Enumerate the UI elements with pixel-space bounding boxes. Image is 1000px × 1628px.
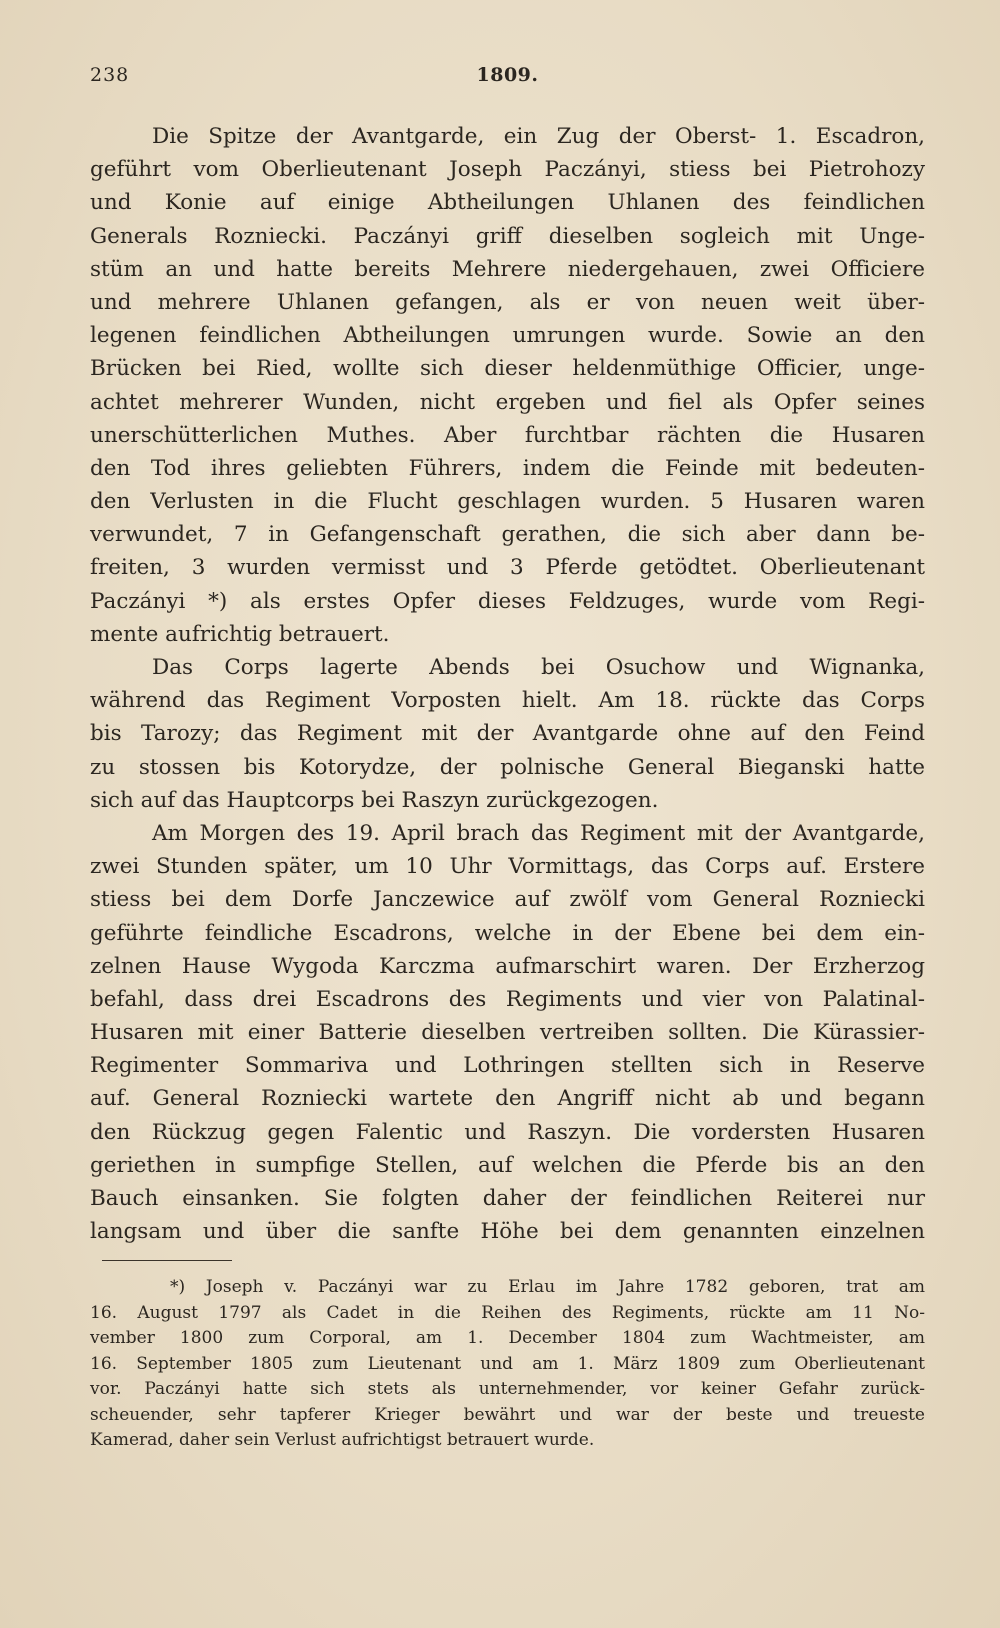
text-line: Das Corps lagerte Abends bei Osuchow und Wignanka, [152,655,925,680]
text-line: und mehrere Uhlanen gefangen, als er von neuen weit über- [90,289,925,315]
footnote-line: vember 1800 zum Corporal, am 1. December 1804 zum Wachtmeister, am [90,1328,925,1348]
text-line: geführte feindliche Escadrons, welche in der Ebene bei dem ein- [90,920,925,946]
text-line: auf. General Rozniecki wartete den Angriff nicht ab und begann [90,1086,925,1112]
footnote [90,1275,925,1454]
text-line: während das Regiment Vorposten hielt. Am 18. rückte das Corps [90,688,925,714]
text-line: legenen feindlichen Abtheilungen umrungen wurde. Sowie an den [90,323,925,349]
page-number: 238 [90,64,130,86]
text-line: befahl, dass drei Escadrons des Regiments und vier von Palatinal- [90,986,925,1012]
text-line: zu stossen bis Kotorydze, der polnische General Bieganski hatte [90,754,925,780]
text-line: langsam und über die sanfte Höhe bei dem genannten einzelnen [90,1219,925,1245]
text-line: stiess bei dem Dorfe Janczewice auf zwölf vom General Rozniecki [90,887,925,913]
text-line: bis Tarozy; das Regiment mit der Avantgarde ohne auf den Feind [90,721,925,747]
text-line: Die Spitze der Avantgarde, ein Zug der Oberst- 1. Escadron, [152,124,925,149]
footnote-separator [102,1260,232,1261]
text-line: Am Morgen des 19. April brach das Regiment mit der Avantgarde, [152,820,925,846]
footnote-line: 16. September 1805 zum Lieutenant und am 1. März 1809 zum Oberlieutenant [90,1353,925,1374]
footnote-line: Kamerad, daher sein Verlust aufrichtigst betrauert wurde. [90,1430,595,1450]
text-line: mente aufrichtig betrauert. [90,621,390,647]
text-line: den Verlusten in die Flucht geschlagen wurden. 5 Husaren waren [90,489,925,515]
text-line: geriethen in sumpfige Stellen, auf welchen die Pferde bis an den [90,1152,925,1178]
footnote-line: scheuender, sehr tapferer Krieger bewährt und war der beste und treueste [90,1404,925,1425]
text-line: sich auf das Hauptcorps bei Raszyn zurückgezogen. [90,787,659,813]
footnote-line: 16. August 1797 als Cadet in die Reihen des Regiments, rückte am 11 No- [90,1302,925,1323]
text-line: und Konie auf einige Abtheilungen Uhlanen des feindlichen [90,190,925,216]
text-line: unerschütterlichen Muthes. Aber furchtbar rächten die Husaren [90,422,925,448]
footnote-line: vor. Paczányi hatte sich stets als unternehmender, vor keiner Gefahr zurück- [90,1379,925,1399]
text-line: den Rückzug gegen Falentic und Raszyn. Die vordersten Husaren [90,1119,925,1145]
text-line: Husaren mit einer Batterie dieselben vertreiben sollten. Die Kürassier- [90,1020,925,1046]
text-line: Bauch einsanken. Sie folgten daher der feindlichen Reiterei nur [90,1186,925,1211]
page-header [90,64,925,94]
text-line: zwei Stunden später, um 10 Uhr Vormittags, das Corps auf. Erstere [90,854,925,880]
text-line: verwundet, 7 in Gefangenschaft gerathen, die sich aber dann be- [90,522,925,548]
text-line: stüm an und hatte bereits Mehrere niedergehauen, zwei Officiere [90,256,925,282]
text-line: freiten, 3 wurden vermisst und 3 Pferde getödtet. Oberlieutenant [90,555,925,581]
text-line: Paczányi *) als erstes Opfer dieses Feldzuges, wurde vom Regi- [90,588,925,614]
text-line: geführt vom Oberlieutenant Joseph Paczányi, stiess bei Pietrohozy [90,157,925,183]
text-line: zelnen Hause Wygoda Karczma aufmarschirt waren. Der Erzherzog [90,953,925,979]
text-line: Regimenter Sommariva und Lothringen stellten sich in Reserve [90,1053,925,1079]
running-head-year: 1809. [476,64,539,86]
text-line: Generals Rozniecki. Paczányi griff dieselben sogleich mit Unge- [90,223,925,249]
text-line: Brücken bei Ried, wollte sich dieser heldenmüthige Officier, unge- [90,356,925,382]
text-line: achtet mehrerer Wunden, nicht ergeben und fiel als Opfer seines [90,389,925,415]
main-text [90,120,925,1248]
text-line: den Tod ihres geliebten Führers, indem die Feinde mit bedeuten- [90,455,925,481]
footnote-line: *) Joseph v. Paczányi war zu Erlau im Jahre 1782 geboren, trat am [170,1277,925,1297]
